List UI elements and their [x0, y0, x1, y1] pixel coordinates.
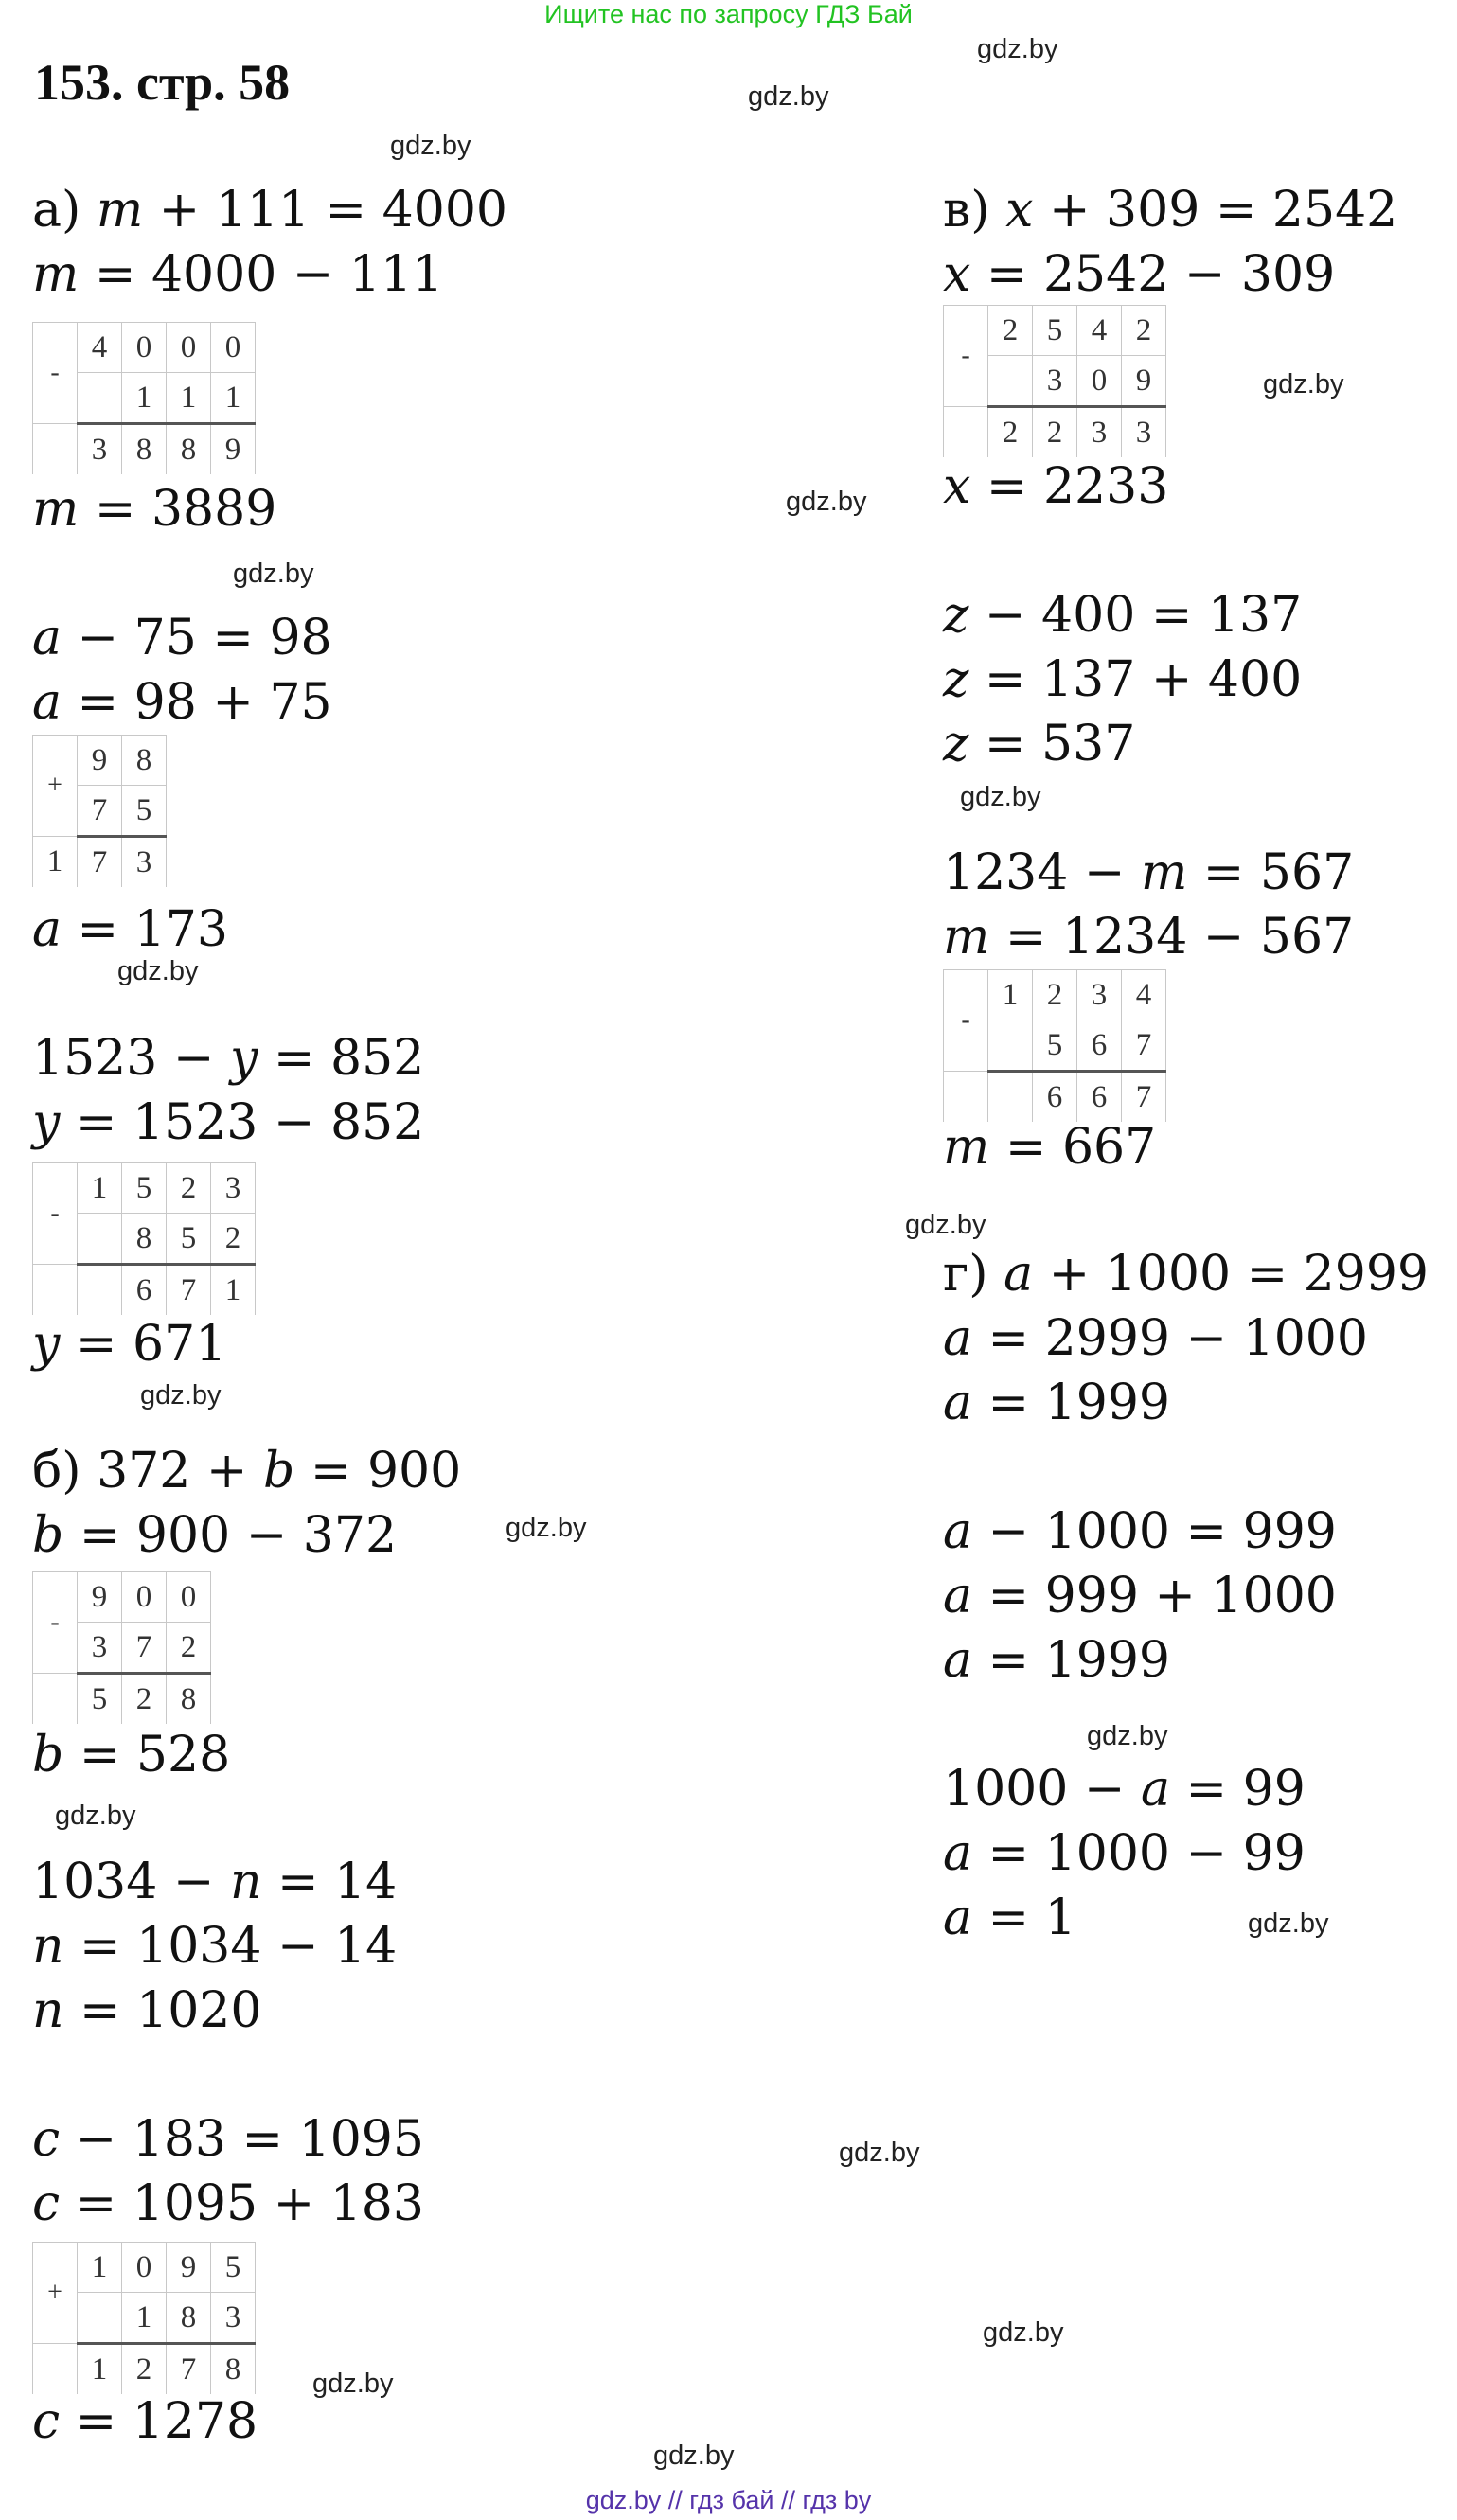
watermark: gdz.by: [960, 782, 1041, 812]
equation: c − 183 = 1095: [32, 2111, 424, 2168]
equation: a − 1000 = 999: [943, 1503, 1337, 1560]
equation: б) 372 + b = 900: [32, 1443, 462, 1500]
equation: z = 537: [943, 716, 1136, 772]
equation: n = 1020: [32, 1982, 262, 2039]
watermark: gdz.by: [839, 2138, 920, 2168]
watermark: gdz.by: [233, 559, 314, 589]
equation: y = 1523 − 852: [32, 1094, 425, 1151]
watermark: gdz.by: [1248, 1908, 1329, 1939]
equation: a = 1000 − 99: [943, 1825, 1306, 1882]
watermark: gdz.by: [140, 1380, 222, 1411]
watermark: gdz.by: [312, 2369, 394, 2399]
watermark: gdz.by: [905, 1210, 986, 1240]
operator: -: [33, 1572, 78, 1674]
equation: 1523 − y = 852: [32, 1030, 425, 1087]
equation: x = 2233: [943, 458, 1169, 515]
column-calculation: - 9 0 0 3 7 2 5 2 8: [32, 1571, 211, 1724]
watermark: gdz.by: [1263, 369, 1344, 399]
watermark: gdz.by: [1087, 1721, 1168, 1751]
search-banner[interactable]: Ищите нас по запросу ГДЗ Бай: [544, 0, 913, 28]
column-calculation: - 1 2 3 4 5 6 7 6 6 7: [943, 969, 1166, 1122]
equation: m = 3889: [32, 481, 277, 538]
column-calculation: - 1 5 2 3 8 5 2 6 7 1: [32, 1162, 256, 1315]
operator: -: [944, 306, 988, 407]
equation: 1000 − a = 99: [943, 1761, 1306, 1818]
equation: z − 400 = 137: [943, 587, 1303, 644]
column-calculation: + 1 0 9 5 1 8 3 1 2 7 8: [32, 2242, 256, 2394]
column-calculation: - 2 5 4 2 3 0 9 2 2 3 3: [943, 305, 1166, 457]
column-calculation: - 4 0 0 0 1 1 1 3 8 8 9: [32, 322, 256, 474]
equation: г) a + 1000 = 2999: [943, 1246, 1430, 1303]
equation: 1034 − n = 14: [32, 1854, 398, 1910]
equation: a − 75 = 98: [32, 610, 332, 666]
equation: z = 137 + 400: [943, 651, 1303, 708]
equation: c = 1278: [32, 2393, 258, 2450]
equation: b = 528: [32, 1727, 231, 1784]
equation: a = 98 + 75: [32, 674, 332, 731]
watermark: gdz.by: [55, 1801, 136, 1831]
equation: b = 900 − 372: [32, 1507, 398, 1564]
equation: m = 1234 − 567: [943, 909, 1355, 966]
watermark: gdz.by: [786, 487, 867, 517]
equation: а) m + 111 = 4000: [32, 182, 507, 239]
footer-links[interactable]: gdz.by // гдз бай // гдз by: [585, 2486, 872, 2514]
equation: a = 1: [943, 1890, 1076, 1946]
equation: m = 4000 − 111: [32, 246, 444, 303]
watermark: gdz.by: [653, 2440, 735, 2471]
column-calculation: + 9 8 7 5 1 7 3: [32, 735, 167, 887]
operator: -: [33, 323, 78, 424]
equation: в) x + 309 = 2542: [943, 182, 1398, 239]
equation: a = 173: [32, 901, 228, 958]
watermark: gdz.by: [117, 956, 199, 986]
equation: a = 999 + 1000: [943, 1568, 1337, 1624]
watermark: gdz.by: [748, 81, 829, 112]
watermark: gdz.by: [390, 131, 471, 161]
watermark: gdz.by: [506, 1513, 587, 1543]
equation: a = 2999 − 1000: [943, 1310, 1368, 1367]
equation: c = 1095 + 183: [32, 2175, 424, 2232]
equation: 1234 − m = 567: [943, 844, 1355, 901]
operator: +: [33, 2243, 78, 2344]
operator: -: [33, 1163, 78, 1265]
equation: n = 1034 − 14: [32, 1918, 398, 1975]
watermark: gdz.by: [977, 34, 1058, 64]
equation: m = 667: [943, 1119, 1157, 1176]
equation: a = 1999: [943, 1375, 1170, 1431]
operator: -: [944, 970, 988, 1072]
equation: a = 1999: [943, 1632, 1170, 1689]
watermark: gdz.by: [983, 2317, 1064, 2348]
page-title: 153. стр. 58: [34, 54, 291, 111]
equation: x = 2542 − 309: [943, 246, 1336, 303]
equation: y = 671: [32, 1316, 227, 1373]
operator: +: [33, 736, 78, 837]
